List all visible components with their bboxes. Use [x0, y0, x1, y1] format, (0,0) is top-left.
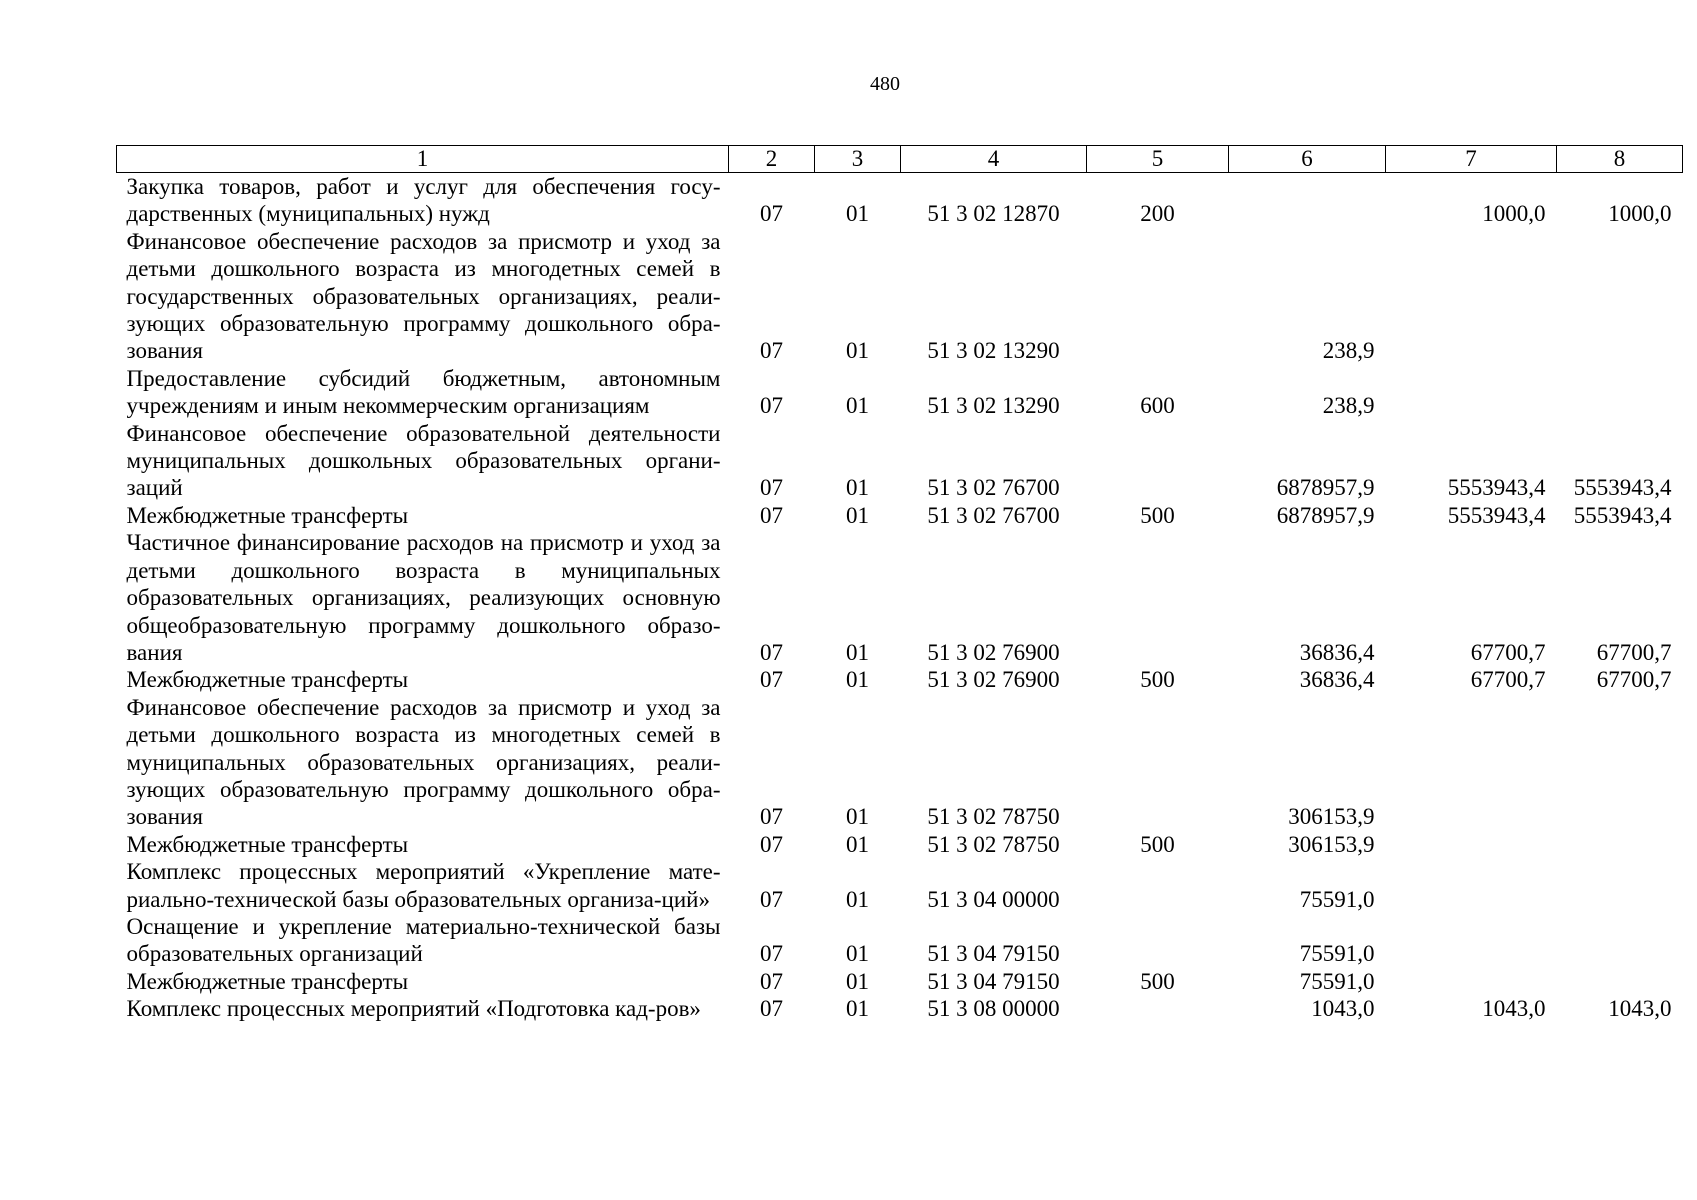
table-header: [117, 146, 1683, 173]
row-target-code: 51 3 02 78750: [927, 831, 1060, 857]
row-expense-type: 500: [1140, 831, 1175, 857]
row-amount-col6: 1043,0: [1311, 996, 1375, 1022]
row-amount-col7: 67700,7: [1470, 667, 1546, 693]
row-expense-type: [1087, 858, 1229, 913]
row-name: Финансовое обеспечение расходов за присмотр и уход за детьми дошкольного возраста из многодетных семей в государственных образовательных организациях, реали-зующих образовательную программу дошкольного обра-зования: [126, 228, 721, 364]
row-name: Межбюджетные трансферты: [126, 502, 409, 528]
row-name: Оснащение и укрепление материально-технической базы образовательных организаций: [126, 913, 721, 967]
row-section: 07: [760, 667, 783, 693]
page-number: 480: [870, 73, 900, 95]
row-target-code: 51 3 02 13290: [927, 338, 1060, 364]
row-amount-col6: 238,9: [1322, 393, 1375, 419]
row-amount-col7: [1386, 831, 1557, 858]
row-section: 07: [760, 831, 783, 857]
row-section: 07: [760, 968, 783, 994]
table-row: [117, 228, 1683, 365]
table-row: [117, 529, 1683, 666]
row-name: Частичное финансирование расходов на присмотр и уход за детьми дошкольного возраста в муниципальных образовательных организациях, реализующих основную общеобразовательную программу дошкольного образо-вания: [126, 530, 721, 665]
row-target-code: 51 3 04 00000: [927, 886, 1060, 912]
row-amount-col6: 306153,9: [1288, 831, 1375, 857]
row-expense-type: [1087, 995, 1229, 1022]
row-name: Межбюджетные трансферты: [126, 667, 409, 693]
row-amount-col8: [1557, 694, 1683, 831]
row-target-code: 51 3 02 76700: [927, 475, 1060, 501]
row-amount-col7: [1386, 968, 1557, 995]
row-expense-type: 500: [1140, 502, 1175, 528]
row-section: 07: [760, 639, 783, 665]
column-header: 6: [1229, 146, 1386, 173]
column-header: 3: [815, 146, 901, 173]
row-subsection: 01: [846, 886, 869, 912]
row-target-code: 51 3 08 00000: [927, 996, 1060, 1022]
row-amount-col6: 238,9: [1322, 338, 1375, 364]
row-amount-col7: 1043,0: [1482, 996, 1546, 1022]
row-target-code: 51 3 02 12870: [927, 201, 1060, 227]
table-row: [117, 694, 1683, 831]
row-target-code: 51 3 02 13290: [927, 393, 1060, 419]
table-row: [117, 831, 1683, 858]
row-section: 07: [760, 502, 783, 528]
row-amount-col8: [1557, 968, 1683, 995]
row-subsection: 01: [846, 639, 869, 665]
row-target-code: 51 3 02 76900: [927, 639, 1060, 665]
row-amount-col8: [1557, 365, 1683, 420]
row-expense-type: [1087, 694, 1229, 831]
row-amount-col6: 36836,4: [1299, 639, 1375, 665]
column-header: 5: [1087, 146, 1229, 173]
row-subsection: 01: [846, 804, 869, 830]
column-header: 2: [729, 146, 815, 173]
row-amount-col8: 5553943,4: [1573, 475, 1672, 501]
row-expense-type: [1087, 913, 1229, 968]
budget-table: [116, 145, 1683, 1023]
column-header: 1: [117, 146, 729, 173]
row-target-code: 51 3 02 76700: [927, 502, 1060, 528]
row-amount-col7: 5553943,4: [1447, 475, 1546, 501]
row-subsection: 01: [846, 393, 869, 419]
table-row: [117, 666, 1683, 693]
row-subsection: 01: [846, 475, 869, 501]
row-amount-col7: [1386, 694, 1557, 831]
column-header: 8: [1557, 146, 1683, 173]
table-row: [117, 502, 1683, 529]
row-amount-col8: [1557, 831, 1683, 858]
table-row: [117, 173, 1683, 228]
row-section: 07: [760, 941, 783, 967]
row-target-code: 51 3 02 78750: [927, 804, 1060, 830]
row-section: 07: [760, 393, 783, 419]
row-subsection: 01: [846, 201, 869, 227]
row-amount-col8: 5553943,4: [1573, 502, 1672, 528]
row-amount-col8: [1557, 913, 1683, 968]
row-amount-col7: [1386, 913, 1557, 968]
row-amount-col8: 1043,0: [1608, 996, 1672, 1022]
row-subsection: 01: [846, 667, 869, 693]
header-row: [117, 146, 1683, 173]
row-amount-col7: [1386, 228, 1557, 365]
row-amount-col6: 75591,0: [1299, 941, 1375, 967]
row-target-code: 51 3 04 79150: [927, 968, 1060, 994]
row-expense-type: [1087, 228, 1229, 365]
row-name: Межбюджетные трансферты: [126, 831, 409, 857]
row-expense-type: [1087, 529, 1229, 666]
table-row: [117, 365, 1683, 420]
row-section: 07: [760, 475, 783, 501]
row-amount-col8: [1557, 228, 1683, 365]
row-amount-col8: [1557, 858, 1683, 913]
row-subsection: 01: [846, 968, 869, 994]
row-name: Предоставление субсидий бюджетным, автономным учреждениям и иным некоммерческим организациям: [126, 365, 721, 419]
row-amount-col7: [1386, 365, 1557, 420]
row-section: 07: [760, 886, 783, 912]
row-amount-col7: 5553943,4: [1447, 502, 1546, 528]
row-expense-type: 200: [1140, 201, 1175, 227]
table-row: [117, 913, 1683, 968]
row-section: 07: [760, 804, 783, 830]
column-header: 4: [901, 146, 1087, 173]
row-expense-type: [1087, 420, 1229, 502]
row-target-code: 51 3 04 79150: [927, 941, 1060, 967]
row-name: Финансовое обеспечение расходов за присмотр и уход за детьми дошкольного возраста из многодетных семей в муниципальных образовательных организациях, реали-зующих образовательную программу дошкольного обра-зования: [126, 694, 721, 830]
row-amount-col7: 1000,0: [1482, 201, 1546, 227]
row-amount-col6: 306153,9: [1288, 804, 1375, 830]
row-amount-col7: [1386, 858, 1557, 913]
row-amount-col8: 67700,7: [1596, 667, 1672, 693]
row-name: Закупка товаров, работ и услуг для обеспечения госу-дарственных (муниципальных) нужд: [126, 174, 721, 227]
table-row: [117, 968, 1683, 995]
row-section: 07: [760, 996, 783, 1022]
row-amount-col6: 75591,0: [1299, 968, 1375, 994]
row-section: 07: [760, 201, 783, 227]
table-row: [117, 858, 1683, 913]
row-amount-col6: [1229, 173, 1386, 228]
row-amount-col6: 6878957,9: [1276, 502, 1375, 528]
row-name: Финансовое обеспечение образовательной деятельности муниципальных дошкольных образовательных органи-заций: [126, 420, 721, 501]
row-target-code: 51 3 02 76900: [927, 667, 1060, 693]
row-subsection: 01: [846, 502, 869, 528]
column-header: 7: [1386, 146, 1557, 173]
row-name: Межбюджетные трансферты: [126, 968, 409, 994]
row-amount-col7: 67700,7: [1470, 639, 1546, 665]
table-body: [117, 173, 1683, 1023]
row-subsection: 01: [846, 831, 869, 857]
row-amount-col6: 6878957,9: [1276, 475, 1375, 501]
row-amount-col6: 36836,4: [1299, 667, 1375, 693]
row-name: Комплекс процессных мероприятий «Укрепление мате-риально-технической базы образовательных организа-ций»: [126, 859, 721, 912]
row-amount-col8: 67700,7: [1596, 639, 1672, 665]
row-amount-col6: 75591,0: [1299, 886, 1375, 912]
row-expense-type: 500: [1140, 968, 1175, 994]
row-subsection: 01: [846, 941, 869, 967]
row-name: Комплекс процессных мероприятий «Подготовка кад-ров»: [126, 996, 701, 1022]
row-expense-type: 600: [1140, 393, 1175, 419]
row-subsection: 01: [846, 996, 869, 1022]
row-subsection: 01: [846, 338, 869, 364]
row-section: 07: [760, 338, 783, 364]
row-expense-type: 500: [1140, 667, 1175, 693]
row-amount-col8: 1000,0: [1608, 201, 1672, 227]
table-row: [117, 995, 1683, 1022]
table-row: [117, 420, 1683, 502]
